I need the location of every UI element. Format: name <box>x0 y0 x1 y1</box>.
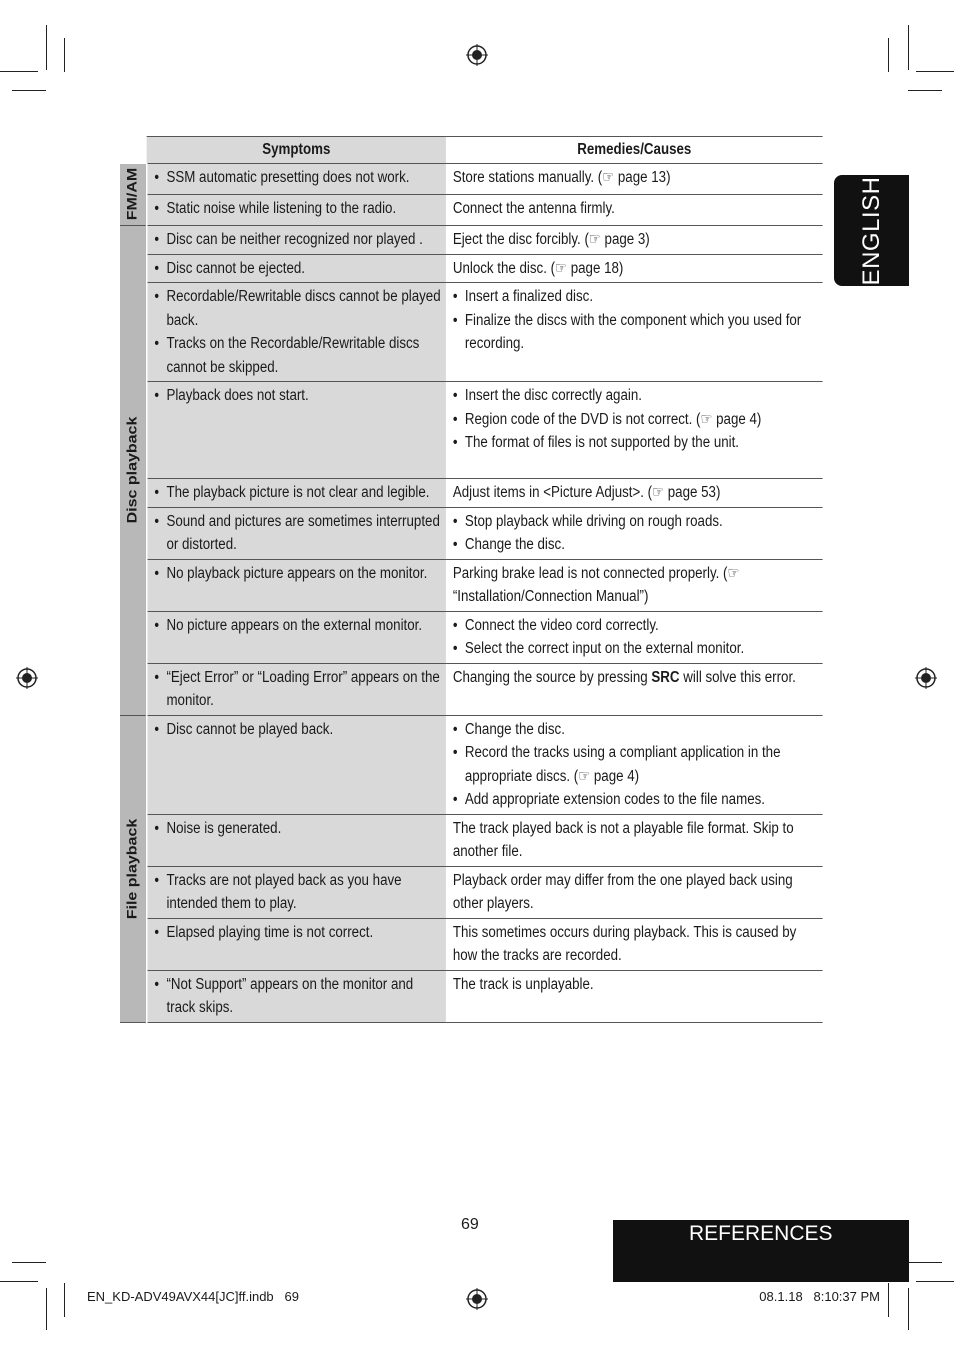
table-row <box>120 226 823 255</box>
table-header-row <box>120 137 823 164</box>
table-row <box>120 814 823 866</box>
symptom-cell <box>147 479 446 508</box>
crop-mark <box>46 25 47 70</box>
table-row <box>120 715 823 814</box>
symptom-item: • Disc can be neither recognized nor played . <box>166 228 440 252</box>
table-row <box>120 254 823 283</box>
crop-mark <box>888 1283 889 1317</box>
section-bar <box>613 1220 909 1282</box>
remedy-cell: Parking brake lead is not connected properly. (☞ “Installation/Connection Manual”) <box>446 559 823 611</box>
symptom-cell <box>147 195 446 226</box>
registration-mark-icon <box>466 44 488 66</box>
remedy-item: • Region code of the DVD is not correct. (☞ page 4) <box>465 408 818 432</box>
remedy-cell: The track played back is not a playable file format. Skip to another file. <box>446 814 823 866</box>
section-label: REFERENCES <box>689 1222 833 1245</box>
remedy-item: • Connect the video cord correctly. <box>465 614 818 638</box>
footer-file-info: EN_KD-ADV49AVX44[JC]ff.indb 69 <box>87 1289 299 1304</box>
remedy-cell: Unlock the disc. (☞ page 18) <box>446 254 823 283</box>
crop-mark <box>908 25 909 70</box>
symptom-cell <box>147 226 446 255</box>
crop-mark <box>908 90 942 91</box>
header-spacer <box>120 137 147 164</box>
crop-mark <box>908 1288 909 1330</box>
category-disc-playback <box>120 226 147 716</box>
crop-mark <box>64 1283 65 1317</box>
symptom-cell <box>147 382 446 479</box>
remedy-item: • Insert the disc correctly again. <box>465 384 818 408</box>
remedy-text: will solve this error. <box>679 668 796 686</box>
symptom-item: • No picture appears on the external monitor. <box>166 614 440 638</box>
crop-mark <box>46 1288 47 1330</box>
symptom-item: • Recordable/Rewritable discs cannot be played back. <box>166 285 440 332</box>
crop-mark <box>64 38 65 72</box>
remedy-cell: Store stations manually. (☞ page 13) <box>446 164 823 195</box>
header-remedies: Remedies/Causes <box>446 137 823 164</box>
language-tab <box>834 175 909 286</box>
symptom-cell <box>147 866 446 918</box>
remedy-item: • Record the tracks using a compliant application in the appropriate discs. (☞ page 4) <box>465 741 818 788</box>
remedy-cell: Connect the antenna firmly. <box>446 195 823 226</box>
symptom-item: • Sound and pictures are sometimes interrupted or distorted. <box>166 510 440 557</box>
symptom-item: • Noise is generated. <box>166 817 440 841</box>
page-number: 69 <box>461 1216 479 1233</box>
crop-mark <box>0 71 38 72</box>
symptom-cell <box>147 970 446 1022</box>
category-label: Disc playback <box>125 416 140 524</box>
symptom-item: • The playback picture is not clear and legible. <box>166 481 440 505</box>
table-row <box>120 507 823 559</box>
table-row <box>120 866 823 918</box>
table-row <box>120 382 823 479</box>
category-label: FM/AM <box>125 168 140 221</box>
remedy-cell: Playback order may differ from the one played back using other players. <box>446 866 823 918</box>
symptom-item: • Static noise while listening to the radio. <box>166 197 440 221</box>
symptom-item: • SSM automatic presetting does not work. <box>166 166 440 190</box>
symptom-cell <box>147 715 446 814</box>
table-row <box>120 283 823 382</box>
symptom-item: • Disc cannot be ejected. <box>166 257 440 281</box>
symptom-cell <box>147 283 446 382</box>
table-row <box>120 479 823 508</box>
crop-mark <box>0 1281 38 1282</box>
symptom-item: • Tracks are not played back as you have intended them to play. <box>166 869 440 916</box>
language-tab-label: ENGLISH <box>857 176 885 285</box>
remedy-cell: Adjust items in <Picture Adjust>. (☞ page 53) <box>446 479 823 508</box>
symptom-cell <box>147 164 446 195</box>
symptom-cell <box>147 507 446 559</box>
remedy-item: • Finalize the discs with the component which you used for recording. <box>465 309 818 356</box>
table-row <box>120 164 823 195</box>
remedy-cell: Eject the disc forcibly. (☞ page 3) <box>446 226 823 255</box>
remedy-cell <box>446 382 823 479</box>
remedy-cell: The track is unplayable. <box>446 970 823 1022</box>
remedy-cell: This sometimes occurs during playback. This is caused by how the tracks are recorded. <box>446 918 823 970</box>
table-row <box>120 195 823 226</box>
symptom-cell <box>147 611 446 663</box>
category-fm-am <box>120 164 147 226</box>
src-key-label: SRC <box>651 668 680 686</box>
symptom-item: • “Not Support” appears on the monitor and track skips. <box>166 973 440 1020</box>
symptom-cell <box>147 559 446 611</box>
crop-mark <box>916 71 954 72</box>
symptom-item: • “Eject Error” or “Loading Error” appears on the monitor. <box>166 666 440 713</box>
table-row <box>120 663 823 715</box>
symptom-item: • Disc cannot be played back. <box>166 718 440 742</box>
crop-mark <box>908 1262 942 1263</box>
symptom-cell <box>147 663 446 715</box>
table-row <box>120 918 823 970</box>
symptom-item: • Tracks on the Recordable/Rewritable discs cannot be skipped. <box>166 332 440 379</box>
table-row <box>120 559 823 611</box>
remedy-cell <box>446 715 823 814</box>
table-row <box>120 970 823 1022</box>
category-label: File playback <box>125 818 140 919</box>
table-row <box>120 611 823 663</box>
category-file-playback <box>120 715 147 1022</box>
registration-mark-icon <box>466 1288 488 1310</box>
remedy-cell <box>446 507 823 559</box>
symptom-cell <box>147 254 446 283</box>
remedy-cell <box>446 283 823 382</box>
remedy-item: • Select the correct input on the external monitor. <box>465 637 818 661</box>
registration-mark-icon <box>915 667 937 689</box>
footer-timestamp: 08.1.18 8:10:37 PM <box>759 1289 880 1304</box>
crop-mark <box>916 1281 954 1282</box>
symptom-item: • No playback picture appears on the monitor. <box>166 562 440 586</box>
crop-mark <box>12 1262 46 1263</box>
remedy-item: • Add appropriate extension codes to the file names. <box>465 788 818 812</box>
symptom-cell <box>147 918 446 970</box>
remedy-item: • Stop playback while driving on rough roads. <box>465 510 818 534</box>
symptom-cell <box>147 814 446 866</box>
symptom-item: • Playback does not start. <box>166 384 440 408</box>
remedy-cell <box>446 611 823 663</box>
registration-mark-icon <box>16 667 38 689</box>
remedy-cell <box>446 663 823 715</box>
header-symptoms: Symptoms <box>147 137 446 164</box>
remedy-text: Changing the source by pressing <box>452 668 652 686</box>
remedy-item: • The format of files is not supported by the unit. <box>465 431 818 455</box>
remedy-item: • Insert a finalized disc. <box>465 285 818 309</box>
crop-mark <box>12 90 46 91</box>
crop-mark <box>888 38 889 72</box>
symptom-item: • Elapsed playing time is not correct. <box>166 921 440 945</box>
remedy-item: • Change the disc. <box>465 533 818 557</box>
remedy-item: • Change the disc. <box>465 718 818 742</box>
troubleshooting-table <box>120 136 823 1023</box>
